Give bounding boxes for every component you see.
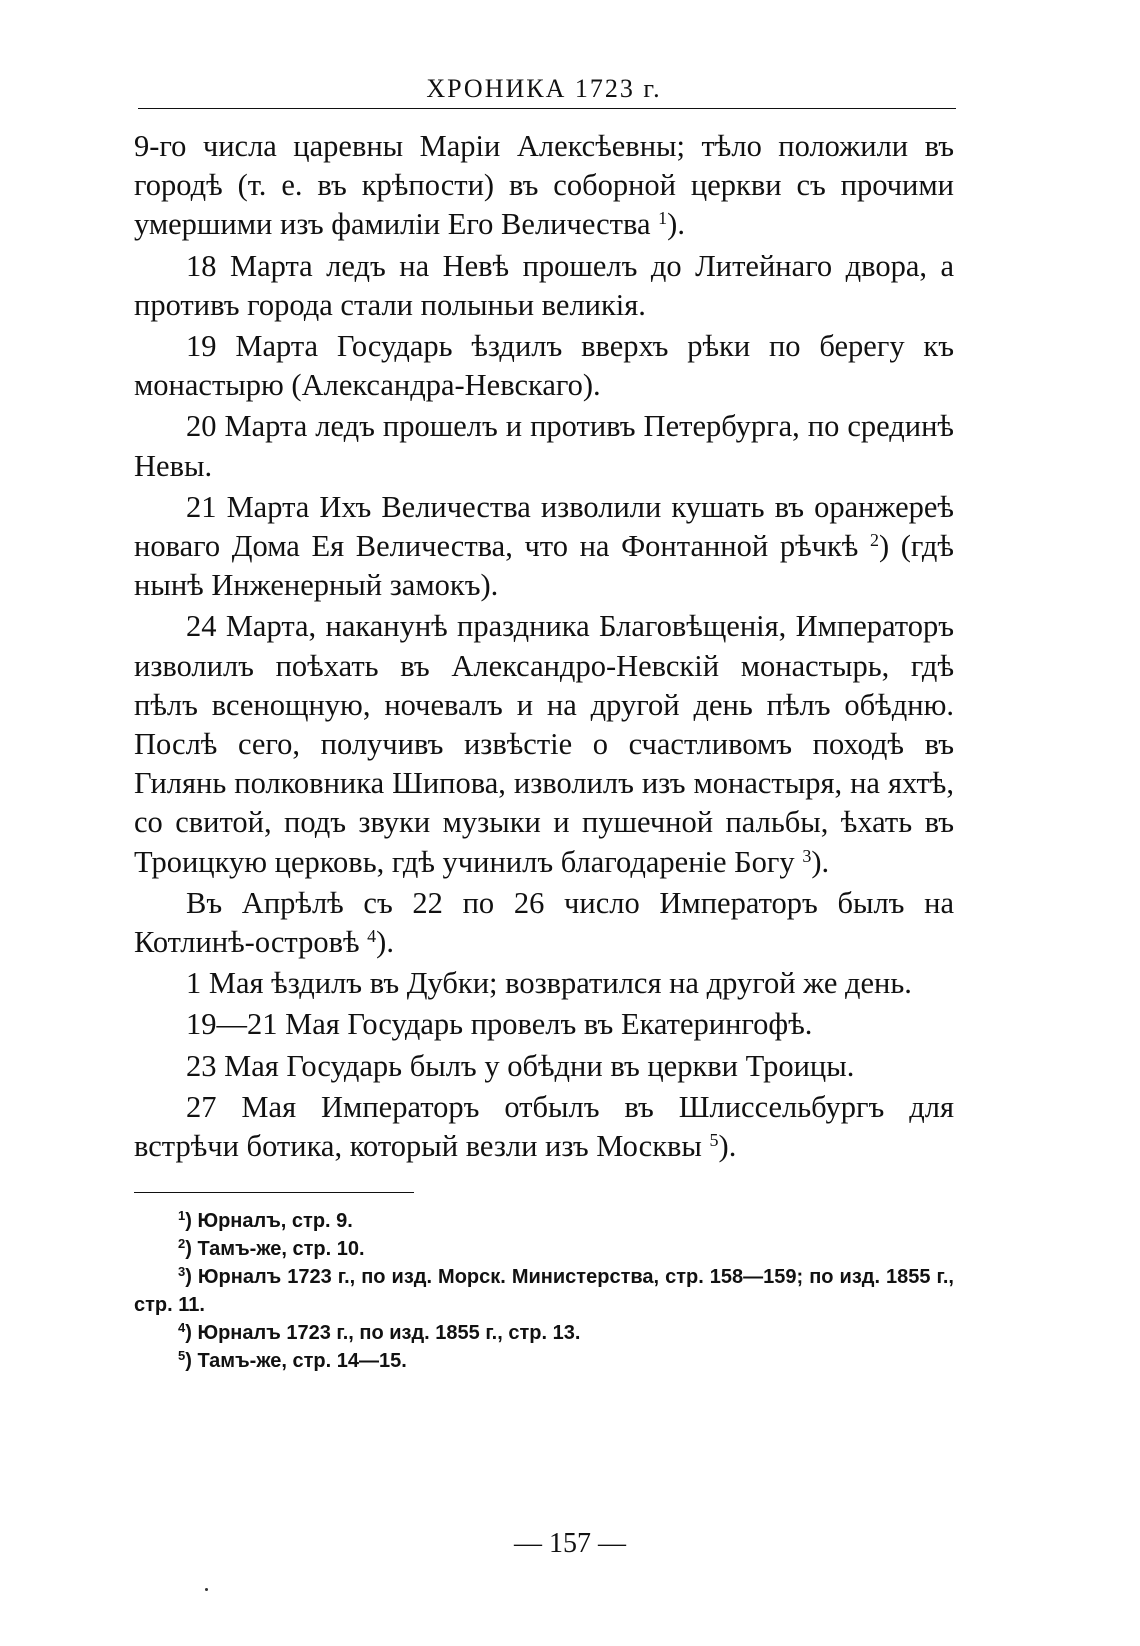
print-speck: [205, 1588, 208, 1591]
paragraph: 19 Марта Государь ѣздилъ вверхъ рѣки по берегу къ монастырю (Александра-Невскаго).: [134, 329, 954, 403]
body-text: [134, 127, 954, 1166]
header-rule: [138, 108, 956, 109]
footnote-rule: [134, 1192, 414, 1193]
footnote-ref[interactable]: 1: [658, 208, 668, 229]
paragraph: 9-го числа царевны Маріи Алексѣевны; тѣло положили въ городѣ (т. е. въ крѣпости) въ соборной церкви съ прочими умершими изъ фамиліи Его Величества $^1$).: [134, 129, 954, 242]
paragraph: 1 Мая ѣздилъ въ Дубки; возвратился на другой же день.: [186, 966, 912, 1001]
footnote: $^1$) Юрналъ, стр. 9.: [178, 1208, 353, 1233]
footnotes: [134, 1207, 954, 1375]
paragraph: 20 Марта ледъ прошелъ и противъ Петербурга, по срединѣ Невы.: [134, 409, 954, 483]
paragraph: 18 Марта ледъ на Невѣ прошелъ до Литейнаго двора, а противъ города стали полыньи великія.: [134, 248, 954, 322]
paragraph: 23 Мая Государь былъ у обѣдни въ церкви Троицы.: [186, 1048, 855, 1083]
footnote-ref[interactable]: 5: [709, 1130, 719, 1151]
footnote-ref[interactable]: 3: [802, 845, 812, 866]
footnote-ref[interactable]: 2: [869, 530, 879, 551]
paragraph: 27 Мая Императоръ отбылъ въ Шлиссельбургъ для встрѣчи ботика, который везли изъ Москвы $^5$).: [134, 1089, 954, 1164]
paragraph: 19—21 Мая Государь провелъ въ Екатерингофѣ.: [186, 1007, 813, 1042]
paragraph: 21 Марта Ихъ Величества изволили кушать въ оранжереѣ новаго Дома Ея Величества, что на Фонтанной рѣчкѣ $^2$) (гдѣ нынѣ Инженерный замокъ).: [134, 489, 954, 603]
page-number: — 157 —: [514, 1528, 626, 1559]
footnote: $^4$) Юрналъ 1723 г., по изд. 1855 г., стр. 13.: [178, 1320, 581, 1345]
page-content: [134, 70, 954, 1375]
paragraph: 24 Марта, наканунѣ праздника Благовѣщенія, Императоръ изволилъ поѣхать въ Александро-Невскій монастырь, гдѣ пѣлъ всенощную, ночевалъ и на другой день пѣлъ обѣдню. Послѣ сего, получивъ извѣстіе о счастливомъ походѣ въ Гилянь полковника Шипова, изволилъ изъ монастыря, на яхтѣ, со свитой, подъ звуки музыки и пушечной пальбы, ѣхать въ Троицкую церковь, гдѣ учинилъ благодареніе Богу $^3$).: [134, 609, 954, 879]
footnote-ref[interactable]: 4: [367, 926, 377, 947]
footnote: $^3$) Юрналъ 1723 г., по изд. Морск. Министерства, стр. 158—159; по изд. 1855 г., стр. 11.: [134, 1264, 954, 1317]
footnote: $^2$) Тамъ-же, стр. 10.: [178, 1236, 365, 1261]
running-head: ХРОНИКА 1723 г.: [426, 74, 662, 103]
footnote: $^5$) Тамъ-же, стр. 14—15.: [178, 1348, 407, 1373]
paragraph: Въ Апрѣлѣ съ 22 по 26 число Императоръ былъ на Котлинѣ-островѣ $^4$).: [134, 885, 954, 960]
